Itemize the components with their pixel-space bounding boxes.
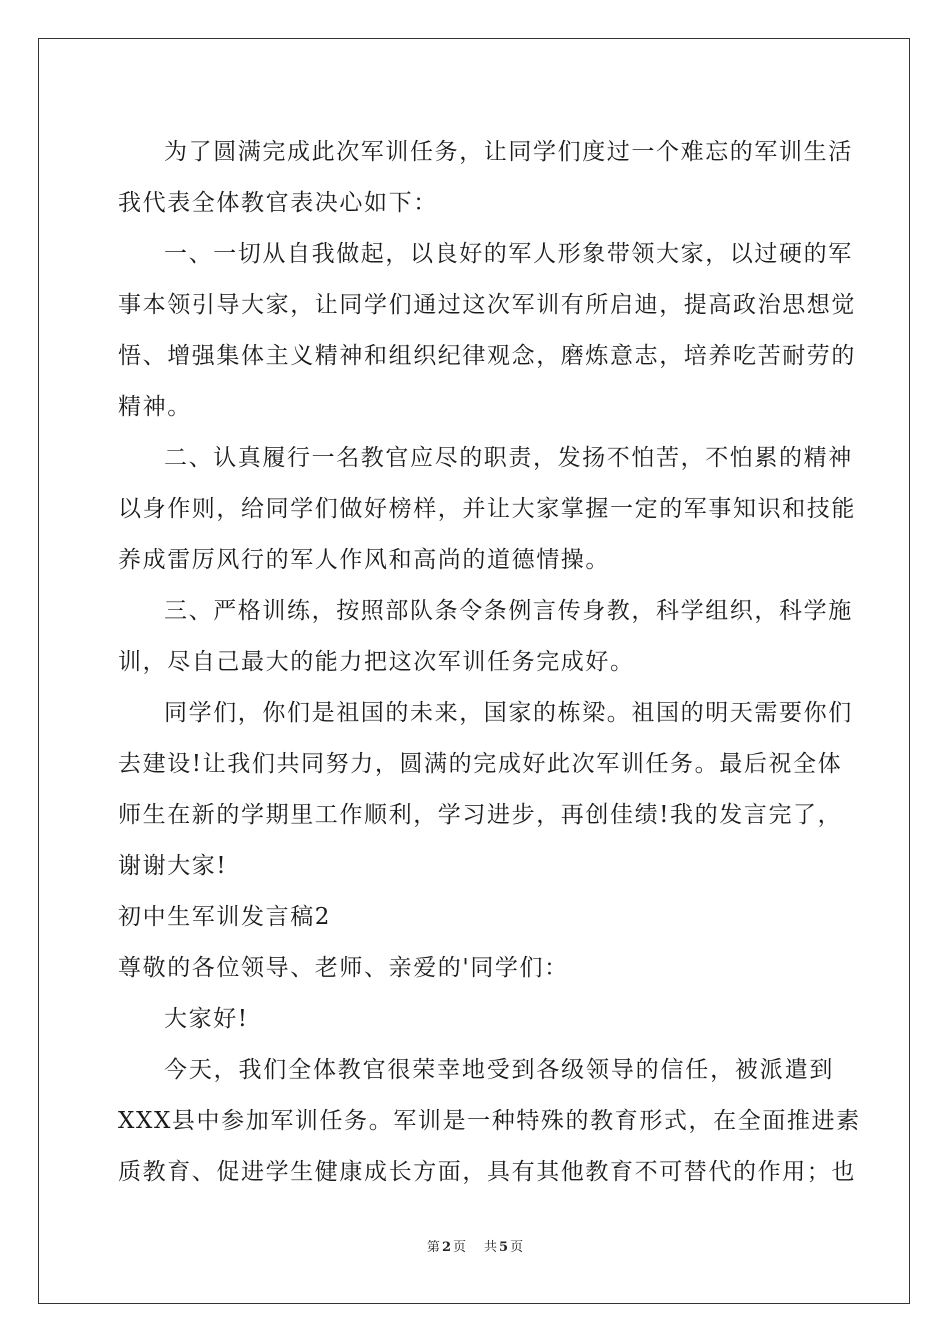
total-page-number: 5 [499, 1240, 509, 1255]
text-line: 精神。 [118, 394, 192, 420]
text-line: 二、认真履行一名教官应尽的职责，发扬不怕苦，不怕累的精神 [164, 445, 853, 471]
text-line: 谢谢大家! [118, 853, 228, 879]
page-suffix: 页 [452, 1240, 466, 1255]
text-line: 养成雷厉风行的军人作风和高尚的道德情操。 [118, 547, 610, 573]
text-line: 尊敬的各位领导、老师、亲爱的'同学们： [118, 955, 569, 981]
text-line: 为了圆满完成此次军训任务，让同学们度过一个难忘的军训生活 [164, 139, 853, 165]
text-line: 悟、增强集体主义精神和组织纪律观念，磨炼意志，培养吃苦耐劳的 [118, 343, 856, 369]
text-line: 去建设!让我们共同努力，圆满的完成好此次军训任务。最后祝全体 [118, 751, 843, 777]
text-line: 训，尽自己最大的能力把这次军训任务完成好。 [118, 649, 635, 675]
page-prefix: 第 [426, 1240, 440, 1255]
text-line: 事本领引导大家，让同学们通过这次军训有所启迪，提高政治思想觉 [118, 292, 856, 318]
text-line: 同学们，你们是祖国的未来，国家的栋梁。祖国的明天需要你们 [164, 700, 853, 726]
page-footer [0, 1236, 950, 1255]
text-line: 我代表全体教官表决心如下： [118, 190, 438, 216]
document-body [118, 130, 861, 1201]
text-line: 师生在新的学期里工作顺利，学习进步，再创佳绩!我的发言完了， [118, 802, 843, 828]
text-line: 今天，我们全体教官很荣幸地受到各级领导的信任，被派遣到 [164, 1057, 834, 1083]
text-line: XXX县中参加军训任务。军训是一种特殊的教育形式，在全面推进素 [118, 1108, 861, 1134]
total-suffix: 页 [510, 1240, 524, 1255]
text-line: 初中生军训发言稿2 [118, 904, 332, 930]
text-line: 质教育、促进学生健康成长方面，具有其他教育不可替代的作用；也 [118, 1159, 856, 1185]
text-line: 一、一切从自我做起，以良好的军人形象带领大家，以过硬的军 [164, 241, 853, 267]
text-line: 大家好! [164, 1006, 249, 1032]
text-line: 以身作则，给同学们做好榜样，并让大家掌握一定的军事知识和技能 [118, 496, 856, 522]
text-line: 三、严格训练，按照部队条令条例言传身教，科学组织，科学施 [164, 598, 853, 624]
total-prefix: 共 [484, 1240, 498, 1255]
current-page-number: 2 [441, 1240, 451, 1255]
